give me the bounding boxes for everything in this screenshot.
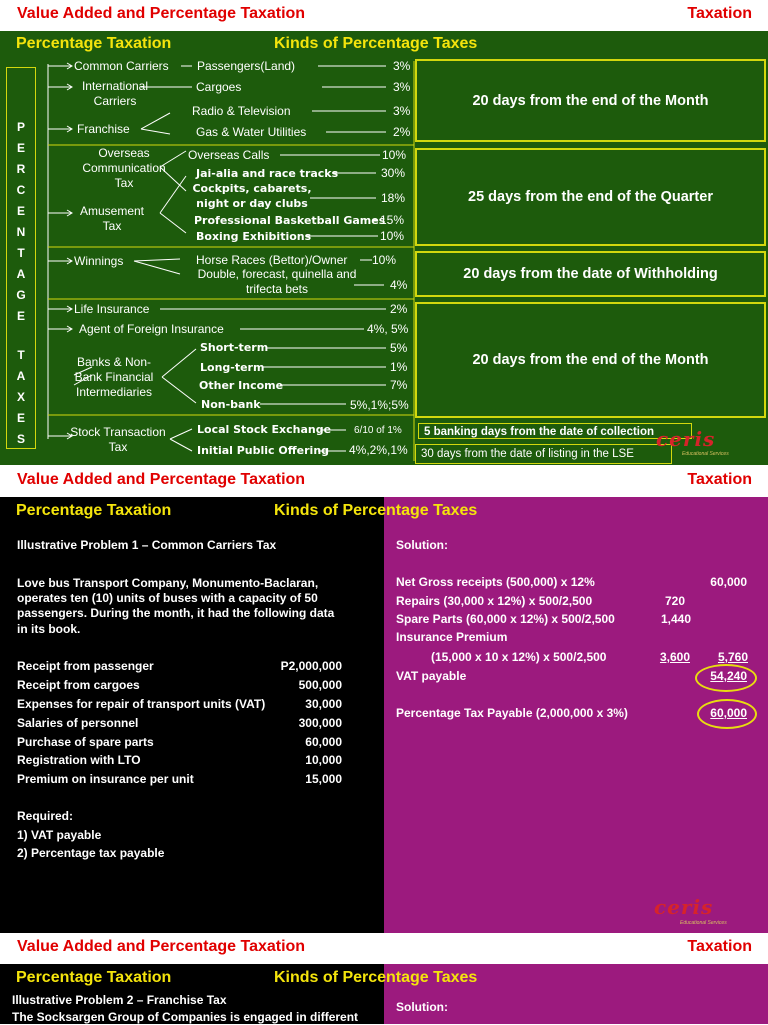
vertical-letter: R — [16, 162, 26, 176]
ceris-logo-tagline: Educational Services — [682, 451, 729, 457]
data-value: 60,000 — [305, 735, 342, 749]
slide-subtitle: Kinds of Percentage Taxes — [274, 35, 478, 52]
sol-value: 5,760 — [717, 650, 748, 664]
header-title: Value Added and Percentage Taxation — [17, 938, 306, 955]
data-value: P2,000,000 — [280, 659, 342, 673]
data-value: 300,000 — [298, 716, 342, 730]
vertical-letter: C — [16, 183, 26, 197]
rate-radio-tv: 3% — [393, 104, 411, 118]
item-international-carriers: International Carriers — [81, 79, 149, 108]
vertical-letter: A — [16, 267, 26, 281]
item-non-bank: Non-bank — [201, 398, 261, 411]
slide-title: Percentage Taxation — [16, 35, 172, 52]
sol-line: Insurance Premium — [396, 630, 508, 644]
slide-title: Percentage Taxation — [16, 502, 172, 519]
data-label: Purchase of spare parts — [17, 735, 154, 749]
item-overseas-communication-tax: Overseas Communication Tax — [82, 146, 166, 190]
sol-value: 3,600 — [659, 650, 690, 664]
data-label: Premium on insurance per unit — [17, 772, 194, 786]
header-subject: Taxation — [687, 5, 752, 22]
sol-value: 1,440 — [660, 612, 691, 626]
header-subject: Taxation — [687, 938, 752, 955]
rate-jai-alia: 30% — [381, 166, 406, 180]
rate-cockpits: 18% — [381, 191, 406, 205]
vertical-letter: E — [16, 141, 25, 155]
item-boxing: Boxing Exhibitions — [196, 230, 312, 243]
deadline-text: 20 days from the end of the Month — [472, 92, 709, 109]
vertical-letter: E — [16, 411, 25, 425]
item-cockpits: Cockpits, cabarets, night or day clubs — [192, 182, 312, 210]
item-radio-tv: Radio & Television — [192, 104, 291, 118]
item-stock-transaction-tax: Stock Transaction Tax — [70, 425, 166, 454]
solution-label: Solution: — [396, 1000, 448, 1014]
rate-double-forecast: 4% — [390, 278, 408, 292]
deadline-box-5a — [418, 423, 692, 439]
slide-header — [0, 0, 768, 31]
data-value: 30,000 — [305, 697, 342, 711]
sol-value: 60,000 — [710, 575, 747, 589]
intro-line: Love bus Transport Company, Monumento-Baclaran, — [17, 576, 319, 590]
ceris-logo-tagline: Educational Services — [680, 920, 727, 926]
deadline-box-2 — [415, 148, 766, 246]
data-value: 500,000 — [298, 678, 342, 692]
header-subject: Taxation — [687, 471, 752, 488]
data-label: Expenses for repair of transport units (VAT) — [17, 697, 266, 711]
sol-line: Net Gross receipts (500,000) x 12% — [396, 575, 595, 589]
data-label: Receipt from passenger — [17, 659, 154, 673]
data-label: Registration with LTO — [17, 753, 141, 767]
rate-agent-foreign: 4%, 5% — [367, 322, 409, 336]
rate-boxing: 10% — [380, 229, 405, 243]
rate-passengers: 3% — [393, 59, 411, 73]
data-label: Salaries of personnel — [17, 716, 139, 730]
sol-line: Percentage Tax Payable (2,000,000 x 3%) — [396, 706, 628, 720]
ceris-logo: ceris — [654, 895, 714, 919]
required-item: 2) Percentage tax payable — [17, 846, 165, 860]
item-common-carriers: Common Carriers — [74, 59, 169, 73]
slide-title: Percentage Taxation — [16, 969, 172, 986]
slide-header — [0, 933, 768, 964]
rate-horse-races: 10% — [372, 253, 397, 267]
sol-line: VAT payable — [396, 669, 467, 683]
problem-title: Illustrative Problem 2 – Franchise Tax — [12, 993, 227, 1007]
rate-basketball: 15% — [380, 213, 405, 227]
vertical-letter: N — [16, 225, 26, 239]
item-ipo: Initial Public Offering — [197, 444, 330, 457]
slide-illustrative-problem-2 — [0, 964, 768, 1024]
deadline-text: 25 days from the end of the Quarter — [468, 189, 713, 205]
slide-percentage-taxes-chart — [0, 31, 768, 465]
item-banks-non-bank: Banks & Non-Bank Financial Intermediaries — [74, 355, 154, 399]
highlight-oval — [697, 699, 757, 729]
slide-header — [0, 466, 768, 497]
item-jai-alia: Jai-alia and race tracks — [196, 167, 339, 180]
item-gas-water: Gas & Water Utilities — [196, 125, 307, 139]
slide-illustrative-problem-1 — [0, 497, 768, 934]
data-value: 15,000 — [305, 772, 342, 786]
item-life-insurance: Life Insurance — [74, 302, 150, 316]
data-label: Receipt from cargoes — [17, 678, 140, 692]
sol-value: 720 — [664, 594, 685, 608]
deadline-box-4 — [415, 302, 766, 418]
item-long-term: Long-term — [200, 361, 265, 374]
vertical-letter: A — [16, 369, 26, 383]
item-overseas-calls: Overseas Calls — [188, 148, 270, 162]
problem-title: Illustrative Problem 1 – Common Carriers Tax — [17, 538, 277, 552]
rate-short-term: 5% — [390, 341, 408, 355]
vertical-letter: T — [17, 348, 25, 362]
rate-cargoes: 3% — [393, 80, 411, 94]
deadline-box-5b — [415, 444, 672, 464]
rate-long-term: 1% — [390, 360, 408, 374]
item-other-income: Other Income — [199, 379, 284, 392]
required-label: Required: — [17, 809, 74, 823]
rate-overseas-calls: 10% — [382, 148, 407, 162]
item-basketball: Professional Basketball Games — [194, 214, 386, 227]
percentage-tax-value: 60,000 — [710, 706, 747, 720]
item-double-forecast: Double, forecast, quinella and trifecta bets — [197, 267, 357, 296]
rate-other-income: 7% — [390, 378, 408, 392]
sol-line: Repairs (30,000 x 12%) x 500/2,500 — [396, 594, 593, 608]
vat-payable-value: 54,240 — [710, 669, 747, 683]
deadline-box-1 — [415, 59, 766, 142]
ceris-logo: ceris — [656, 427, 716, 451]
item-short-term: Short-term — [200, 341, 269, 354]
deadline-text: 20 days from the end of the Month — [472, 352, 709, 368]
data-value: 10,000 — [305, 753, 342, 767]
vertical-letter: S — [16, 432, 25, 446]
item-local-stock-exchange: Local Stock Exchange — [197, 423, 332, 436]
intro-line: The Socksargen Group of Companies is engaged in different — [12, 1010, 359, 1024]
sol-line: Spare Parts (60,000 x 12%) x 500/2,500 — [396, 612, 615, 626]
vertical-letter: E — [16, 204, 25, 218]
rate-non-bank: 5%,1%;5% — [350, 398, 409, 412]
sol-line: (15,000 x 10 x 12%) x 500/2,500 — [431, 650, 607, 664]
rate-local-stock-exchange: 6/10 of 1% — [354, 425, 402, 436]
intro-line: passengers. During the month, it had the following data — [17, 606, 335, 620]
deadline-box-3 — [415, 251, 766, 297]
intro-line: operates ten (10) units of buses with a capacity of 50 — [17, 591, 318, 605]
vertical-letter: G — [16, 288, 26, 302]
deadline-text: 20 days from the date of Withholding — [463, 266, 718, 282]
solution-label: Solution: — [396, 538, 448, 552]
rate-gas-water: 2% — [393, 125, 411, 139]
slide-subtitle: Kinds of Percentage Taxes — [274, 502, 478, 519]
rate-ipo: 4%,2%,1% — [349, 443, 408, 457]
slide-subtitle: Kinds of Percentage Taxes — [274, 969, 478, 986]
vertical-letter: P — [16, 120, 25, 134]
item-horse-races: Horse Races (Bettor)/Owner — [196, 253, 348, 267]
deadline-text: 5 banking days from the date of collection — [424, 426, 655, 438]
intro-line: in its book. — [17, 622, 81, 636]
item-winnings: Winnings — [74, 254, 124, 268]
header-title: Value Added and Percentage Taxation — [17, 5, 306, 22]
header-title: Value Added and Percentage Taxation — [17, 471, 306, 488]
item-amusement-tax: Amusement Tax — [79, 204, 145, 233]
deadline-text: 30 days from the date of listing in the LSE — [421, 448, 634, 460]
rate-life-insurance: 2% — [390, 302, 408, 316]
vertical-label-box — [6, 67, 36, 449]
vertical-letter: E — [16, 309, 25, 323]
item-passengers-land: Passengers(Land) — [197, 59, 296, 73]
vertical-letter: T — [17, 246, 25, 260]
item-cargoes: Cargoes — [196, 80, 242, 94]
item-agent-foreign-insurance: Agent of Foreign Insurance — [79, 322, 224, 336]
required-item: 1) VAT payable — [17, 828, 102, 842]
item-franchise: Franchise — [77, 122, 130, 136]
highlight-oval — [695, 664, 757, 692]
vertical-letter: X — [16, 390, 25, 404]
